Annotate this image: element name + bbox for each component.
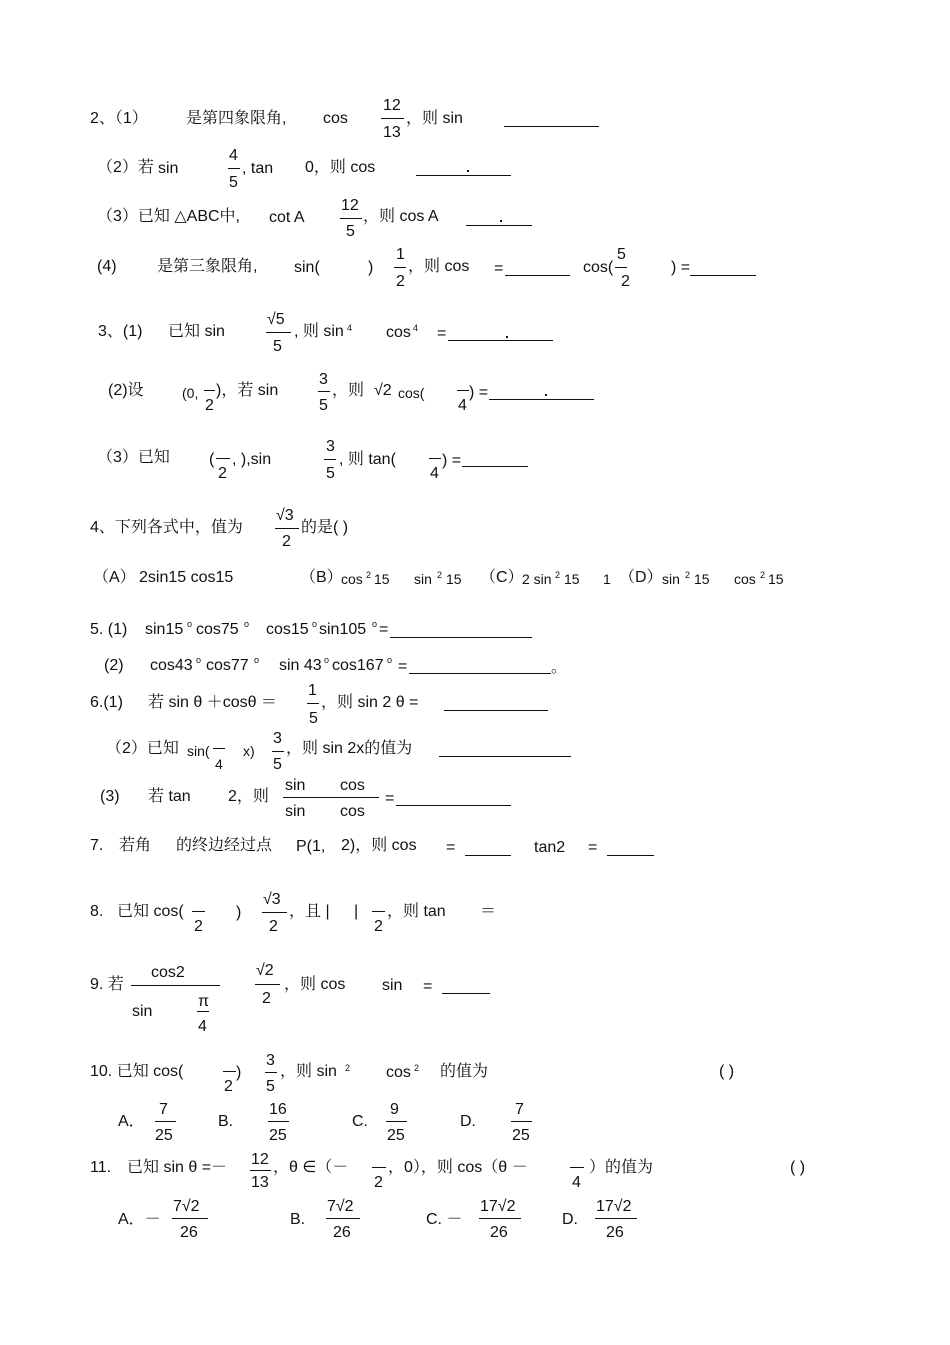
q9-numerator-2: √2 xyxy=(256,962,274,979)
q3-3-denominator-2: 5 xyxy=(326,465,335,482)
q11-option-b-label: B. xyxy=(290,1211,306,1228)
q6-2-denominator-2: 5 xyxy=(273,756,282,773)
q8-bar: | xyxy=(354,903,359,920)
q2-2-then: 0，则 cos xyxy=(305,159,376,176)
fraction-bar xyxy=(192,911,205,912)
fraction-bar xyxy=(155,1121,176,1122)
fraction-bar xyxy=(511,1121,532,1122)
q2-1-numerator: 12 xyxy=(383,97,401,114)
q10-option-d-denominator: 25 xyxy=(512,1127,530,1144)
q8-denominator-3: 2 xyxy=(374,918,383,935)
q4-option-a: 2sin15 cos15 xyxy=(139,569,234,586)
q6-2-numerator: 3 xyxy=(273,730,282,747)
superscript: 2 xyxy=(414,1063,420,1073)
q10-paren: ) xyxy=(236,1064,242,1081)
q4-option-d-label: （D） xyxy=(619,569,663,586)
q6-3-numerator-sin: sin xyxy=(285,777,306,794)
q8-numerator: √3 xyxy=(263,891,281,908)
q6-3-label: (3) xyxy=(100,788,120,805)
fraction-bar xyxy=(307,703,319,704)
pi: π xyxy=(198,993,210,1010)
fraction-bar xyxy=(275,528,299,529)
q2-4-numerator-2: 5 xyxy=(617,246,626,263)
q3-2-denominator-3: 4 xyxy=(458,397,467,414)
q11-option-c-label: C. － xyxy=(426,1211,463,1228)
dot xyxy=(500,220,502,222)
answer-parentheses[interactable]: ( ) xyxy=(719,1063,735,1080)
q3-2-text: )，若 sin xyxy=(216,382,279,399)
q10-option-a-numerator: 7 xyxy=(159,1101,168,1118)
full-stop: 。 xyxy=(551,659,568,676)
q11-option-a-label: A．－ xyxy=(118,1211,161,1228)
q9-denominator-4: 4 xyxy=(198,1018,207,1035)
q10-option-d-label: D. xyxy=(460,1113,476,1130)
fraction-bar xyxy=(479,1218,521,1219)
q10-then: ，则 sin xyxy=(280,1063,337,1080)
answer-blank[interactable] xyxy=(416,175,511,176)
q3-1-text: 已知 sin xyxy=(168,323,225,340)
fraction-bar xyxy=(381,118,404,119)
q2-number: 2、（1） xyxy=(90,110,148,127)
q6-2-label: （2）已知 xyxy=(106,740,179,757)
q6-1-text: 若 sin θ ＋cosθ ＝ xyxy=(148,694,277,711)
answer-blank[interactable] xyxy=(444,710,548,711)
q11-option-d-label: D. xyxy=(562,1211,578,1228)
q4-option-c: 2 sin xyxy=(522,571,552,587)
q11-numerator: 12 xyxy=(251,1151,269,1168)
q9-sin: sin xyxy=(382,977,403,994)
fraction-bar xyxy=(318,391,330,392)
q6-3-numerator-cos: cos xyxy=(340,777,365,794)
q6-3-denominator-cos: cos xyxy=(340,803,365,820)
q2-3-then: ，则 cos A xyxy=(363,208,439,225)
q11-then: ，0），则 cos（θ － xyxy=(388,1159,528,1176)
q6-2-sin: sin( xyxy=(187,743,210,759)
equals: = xyxy=(494,260,504,277)
q2-2-denominator: 5 xyxy=(229,174,238,191)
fraction-bar xyxy=(324,459,336,460)
fraction-bar xyxy=(204,390,215,391)
q11-denominator-2: 2 xyxy=(374,1174,383,1191)
q4-option-a-label: （A） xyxy=(93,569,136,586)
fraction-bar xyxy=(272,751,284,752)
q2-4-label: (4) xyxy=(97,258,117,275)
fraction-bar xyxy=(197,1011,209,1012)
q11-option-c-numerator: 17√2 xyxy=(480,1198,516,1215)
q2-1-denominator: 13 xyxy=(383,124,401,141)
q10-option-c-label: C. xyxy=(352,1113,368,1130)
q5-2-label: (2) xyxy=(104,657,124,674)
q2-4-text: 是第三象限角, xyxy=(157,258,258,275)
q10-option-c-numerator: 9 xyxy=(390,1101,399,1118)
q10-option-b-numerator: 16 xyxy=(269,1101,287,1118)
q8-denominator-2: 2 xyxy=(269,918,278,935)
q11-option-d-denominator: 26 xyxy=(606,1224,624,1241)
fraction-bar xyxy=(326,1218,360,1219)
answer-blank[interactable] xyxy=(462,466,528,467)
dot xyxy=(545,394,547,396)
q2-4-denominator-2: 2 xyxy=(621,273,630,290)
fraction-bar xyxy=(429,458,441,459)
superscript: 2 xyxy=(345,1063,351,1073)
q3-2-denominator: 2 xyxy=(205,397,214,414)
q2-4-then: ，则 cos xyxy=(408,258,470,275)
q10-cos: cos xyxy=(386,1064,411,1081)
q2-3-cot: cot A xyxy=(269,209,305,226)
answer-parentheses[interactable]: ( ) xyxy=(790,1159,806,1176)
equals: = xyxy=(423,978,433,995)
answer-blank[interactable] xyxy=(466,225,532,226)
q3-3-numerator: 3 xyxy=(326,438,335,455)
q11-option-c-denominator: 26 xyxy=(490,1224,508,1241)
q2-1-text: 是第四象限角, xyxy=(186,110,287,127)
q5-2-term: cos77 xyxy=(206,657,249,674)
q8-text: 已知 cos( xyxy=(117,903,184,920)
fraction-bar xyxy=(255,984,280,985)
q2-4-denominator: 2 xyxy=(396,273,405,290)
q4-numerator: √3 xyxy=(276,507,294,524)
q3-2-interval: (0, xyxy=(182,385,199,401)
equals: ＝ xyxy=(480,903,497,920)
answer-blank[interactable] xyxy=(439,756,571,757)
q7-tan: tan2 xyxy=(534,839,566,856)
q11-option-a-denominator: 26 xyxy=(180,1224,198,1241)
answer-blank[interactable] xyxy=(505,275,570,276)
q4-option-b: 15 xyxy=(374,571,390,587)
q3-2-numerator: 3 xyxy=(319,371,328,388)
q2-1-cos: cos xyxy=(323,110,348,127)
fraction-bar xyxy=(394,267,406,268)
q10-option-c-denominator: 25 xyxy=(387,1127,405,1144)
q8-denominator: 2 xyxy=(194,918,203,935)
q3-2-cos: cos( xyxy=(398,385,425,401)
q10-ask: 的值为 xyxy=(440,1063,489,1080)
q11-denominator: 13 xyxy=(251,1174,269,1191)
q11-label: 11. xyxy=(90,1159,112,1176)
answer-blank[interactable] xyxy=(504,126,599,127)
q6-1-label: 6.(1) xyxy=(90,694,123,711)
q11-option-b-denominator: 26 xyxy=(333,1224,351,1241)
q3-2-close: ) = xyxy=(469,384,489,401)
q6-1-denominator: 5 xyxy=(309,710,318,727)
q6-3-text: 若 tan xyxy=(148,788,191,805)
q4-option-c: 15 xyxy=(564,571,580,587)
degree-sign: o xyxy=(196,655,202,665)
q10-option-a-label: A． xyxy=(118,1113,145,1130)
answer-blank[interactable] xyxy=(396,805,511,806)
superscript: 2 xyxy=(760,570,766,580)
fraction-bar xyxy=(570,1167,584,1168)
q4-denominator: 2 xyxy=(282,533,291,550)
fraction-bar xyxy=(223,1071,236,1072)
q11-ask: ）的值为 xyxy=(589,1159,654,1176)
q10-option-b-denominator: 25 xyxy=(269,1127,287,1144)
answer-blank[interactable] xyxy=(390,637,532,638)
dot xyxy=(506,336,508,338)
q2-2-numerator: 4 xyxy=(229,147,238,164)
q5-2-term: sin 43 xyxy=(279,657,322,674)
fraction-bar xyxy=(266,332,291,333)
q2-2-sin: sin xyxy=(158,160,179,177)
equals: = xyxy=(446,839,456,856)
q4-option-b-label: （B） xyxy=(300,569,343,586)
fraction-bar xyxy=(268,1121,289,1122)
equals: = xyxy=(588,839,598,856)
fraction-bar xyxy=(386,1121,407,1122)
degree-sign: o xyxy=(244,619,250,629)
degree-sign: o xyxy=(312,619,318,629)
degree-sign: o xyxy=(254,655,260,665)
q11-text: 已知 sin θ =－ xyxy=(127,1159,228,1176)
fraction-bar xyxy=(172,1218,208,1219)
q3-1-then: , 则 sin xyxy=(294,323,344,340)
q2-3-label: （3）已知 △ABC中, xyxy=(97,208,240,225)
superscript: 2 xyxy=(685,570,691,580)
q5-1-term: sin15 xyxy=(145,621,184,638)
fraction-bar xyxy=(265,1072,277,1073)
q11-denominator-3: 4 xyxy=(572,1174,581,1191)
fraction-bar xyxy=(340,218,362,219)
q4-option-d: 15 xyxy=(768,571,784,587)
q5-2-term: cos167 xyxy=(332,657,384,674)
q3-3-denominator-3: 4 xyxy=(430,465,439,482)
q7-then: 2)，则 cos xyxy=(341,837,417,854)
q4-option-b: cos xyxy=(341,571,363,587)
q2-4-paren: ) xyxy=(368,259,374,276)
q4-option-b: 15 xyxy=(446,571,462,587)
q3-1-numerator: √5 xyxy=(267,311,285,328)
q8-and: ，且 | xyxy=(289,903,330,920)
q11-option-a-numerator: 7√2 xyxy=(173,1198,200,1215)
q3-3-then: , 则 tan( xyxy=(339,451,396,468)
q2-4-cos: cos( xyxy=(583,259,614,276)
q2-2-label: （2）若 xyxy=(97,159,154,176)
answer-blank[interactable] xyxy=(690,275,756,276)
q6-2-then: ，则 sin 2x的值为 xyxy=(286,740,413,757)
q6-2-x: x) xyxy=(243,743,255,759)
q2-3-numerator: 12 xyxy=(341,197,359,214)
q4-option-d: sin xyxy=(662,571,680,587)
superscript: 4 xyxy=(347,323,353,333)
answer-blank[interactable] xyxy=(448,340,553,341)
q2-4-close: ) = xyxy=(671,259,691,276)
q2-4-sin: sin( xyxy=(294,259,320,276)
fraction-bar xyxy=(372,1167,386,1168)
fraction-bar xyxy=(457,390,469,391)
q6-1-numerator: 1 xyxy=(308,682,317,699)
dot xyxy=(467,170,469,172)
fraction-bar xyxy=(262,912,287,913)
answer-blank[interactable] xyxy=(442,993,490,994)
answer-blank[interactable] xyxy=(465,855,511,856)
q3-2-denominator-2: 5 xyxy=(319,397,328,414)
q9-numerator: cos2 xyxy=(151,964,185,981)
fraction-bar xyxy=(372,911,385,912)
q6-3-denominator-sin: sin xyxy=(285,803,306,820)
degree-sign: o xyxy=(187,619,193,629)
q3-3-text: , ),sin xyxy=(232,451,272,468)
degree-sign: o xyxy=(324,655,330,665)
q2-1-then: ，则 sin xyxy=(406,110,463,127)
equals: = xyxy=(437,325,447,342)
equals: = xyxy=(379,621,389,638)
q3-1-cos: cos xyxy=(386,324,411,341)
q10-denominator-2: 5 xyxy=(266,1078,275,1095)
q8-paren: ) xyxy=(236,904,242,921)
equals: = xyxy=(398,658,408,675)
q3-3-close: ) = xyxy=(442,452,462,469)
superscript: 2 xyxy=(437,570,443,580)
q6-2-denominator: 4 xyxy=(215,756,223,772)
q2-2-tan: , tan xyxy=(242,160,274,177)
q4-option-d: cos xyxy=(734,571,756,587)
q3-1-denominator: 5 xyxy=(273,338,282,355)
q9-label: 9. 若 xyxy=(90,976,124,993)
q5-2-term: cos43 xyxy=(150,657,193,674)
q10-label: 10. 已知 cos( xyxy=(90,1063,184,1080)
q7-label: 7. xyxy=(90,837,104,854)
superscript: 4 xyxy=(413,323,419,333)
q3-3-label: （3）已知 xyxy=(97,449,170,466)
q2-3-denominator: 5 xyxy=(346,223,355,240)
q4-option-c-label: （C） xyxy=(480,569,524,586)
q5-1-term: sin105 xyxy=(319,621,367,638)
q3-2-then: ，则 xyxy=(332,382,365,399)
q11-option-d-numerator: 17√2 xyxy=(596,1198,632,1215)
fraction-bar xyxy=(250,1170,271,1171)
q7-point: P(1, xyxy=(296,838,326,855)
answer-blank[interactable] xyxy=(409,673,551,674)
fraction-bar xyxy=(216,458,230,459)
fraction-bar xyxy=(615,267,627,268)
q9-then: ，则 cos xyxy=(284,976,346,993)
q3-1-label: 3、(1) xyxy=(98,323,143,340)
q4-option-c: 1 xyxy=(603,571,611,587)
q4-prompt: 4、下列各式中，值为 xyxy=(90,519,243,536)
degree-sign: o xyxy=(387,655,393,665)
q5-1-term: cos15 xyxy=(266,621,309,638)
q4-option-b: sin xyxy=(414,571,432,587)
q10-option-b-label: B. xyxy=(218,1113,234,1130)
q3-3-denominator: 2 xyxy=(218,465,227,482)
q11-option-b-numerator: 7√2 xyxy=(327,1198,354,1215)
q5-1-label: 5. (1) xyxy=(90,621,128,638)
answer-blank[interactable] xyxy=(607,855,654,856)
q4-option-d: 15 xyxy=(694,571,710,587)
q6-1-then: ，则 sin 2 θ = xyxy=(321,694,419,711)
superscript: 2 xyxy=(555,570,561,580)
fraction-bar xyxy=(131,985,220,986)
fraction-bar xyxy=(228,168,240,169)
q9-denominator-2: 2 xyxy=(262,990,271,1007)
q9-denominator-sin: sin xyxy=(132,1003,153,1020)
degree-sign: o xyxy=(372,619,378,629)
q8-then: ，则 tan xyxy=(387,903,446,920)
q10-denominator: 2 xyxy=(224,1078,233,1095)
fraction-bar xyxy=(213,748,225,749)
fraction-bar xyxy=(595,1218,637,1219)
q8-label: 8. xyxy=(90,903,104,920)
q3-2-label: (2)设 xyxy=(108,382,144,399)
q7-text: 的终边经过点 xyxy=(176,837,273,854)
q10-numerator: 3 xyxy=(266,1052,275,1069)
q6-3-then: 2，则 xyxy=(228,788,269,805)
q7-text: 若角 xyxy=(119,837,152,854)
q10-option-d-numerator: 7 xyxy=(515,1101,524,1118)
superscript: 2 xyxy=(366,570,372,580)
answer-blank[interactable] xyxy=(489,399,594,400)
q10-option-a-denominator: 25 xyxy=(155,1127,173,1144)
q4-after: 的是( ) xyxy=(301,519,349,536)
sqrt-two: √2 xyxy=(374,382,392,399)
equals: = xyxy=(385,790,395,807)
fraction-bar xyxy=(283,797,379,798)
q2-4-numerator: 1 xyxy=(396,246,405,263)
q5-1-term: cos75 xyxy=(196,621,239,638)
q11-interval: ，θ ∈（－ xyxy=(273,1159,349,1176)
q3-3-paren: ( xyxy=(209,451,215,468)
